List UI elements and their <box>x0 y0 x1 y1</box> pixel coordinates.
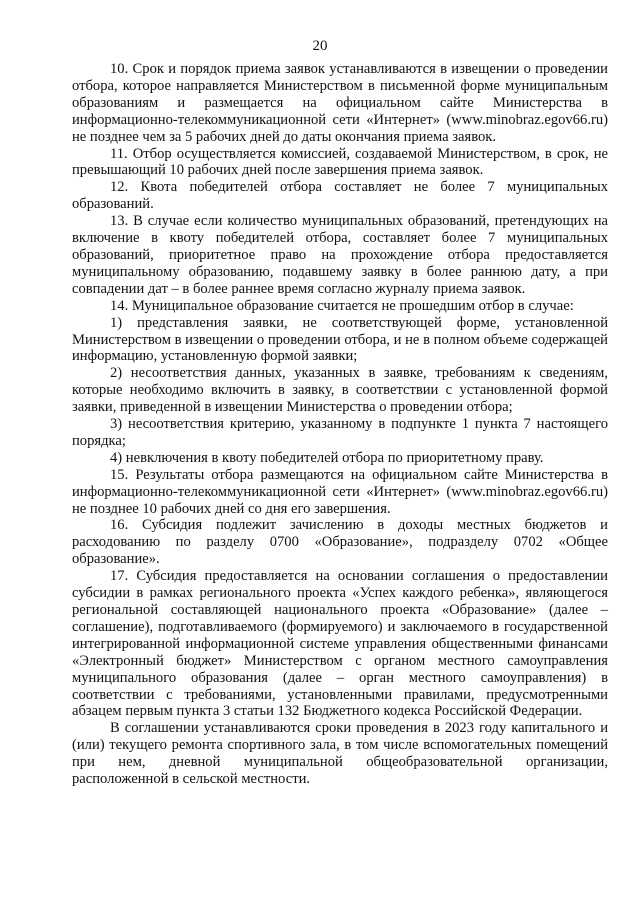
paragraph-11: 11. Отбор осуществляется комиссией, создаваемой Министерством, в срок, не превышающий 10 рабочих дней после завершения приема заявок. <box>72 145 608 179</box>
paragraph-12: 12. Квота победителей отбора составляет не более 7 муниципальных образований. <box>72 179 608 213</box>
paragraph-16: 16. Субсидия подлежит зачислению в доходы местных бюджетов и расходованию по разделу 0700 «Образование», подразделу 0702 «Общее образование». <box>72 517 608 568</box>
paragraph-14: 14. Муниципальное образование считается не прошедшим отбор в случае: <box>110 297 574 314</box>
list-item-2: 2) несоответствия данных, указанных в заявке, требованиям к сведениям, которые необходимо включить в заявку, в соответствии с установленной формой заявки, приведенной в извещении Министерства о проведении отбора; <box>72 365 608 416</box>
paragraph-13: 13. В случае если количество муниципальных образований, претендующих на включение в квоту победителей отбора, составляет более 7 муниципальных образований, приоритетное право на прохождение отбора предоставляется муниципальному образованию, подавшему заявку в более раннюю дату, а при совпадении дат – в более раннее время согласно журналу приема заявок. <box>72 213 608 297</box>
paragraph-17: 17. Субсидия предоставляется на основании соглашения о предоставлении субсидии в рамках регионального проекта «Успех каждого ребенка», являющегося региональной составляющей национального проекта «Образование» (далее – соглашение), подготавливаемого (формируемого) и заключаемого в государственной интегрированной информационной системе управления общественными финансами «Электронный бюджет» Министерством с органом местного самоуправления муниципального образования (далее – орган местного самоуправления) в соответствии с требованиями, установленными правилами, предусмотренными абзацем первым пункта 3 статьи 132 Бюджетного кодекса Российской Федерации. <box>72 568 608 720</box>
list-item-4: 4) невключения в квоту победителей отбора по приоритетному праву. <box>110 449 544 466</box>
paragraph-15: 15. Результаты отбора размещаются на официальном сайте Министерства в информационно-телекоммуникационной сети «Интернет» (www.minobraz.egov66.ru) не позднее 10 рабочих дней со дня его завершения. <box>72 466 608 517</box>
paragraph-agreement-terms: В соглашении устанавливаются сроки проведения в 2023 году капитального и (или) текущего ремонта спортивного зала, в том числе вспомогательных помещений при нем, дневной муниципальной общеобразовательной организации, расположенной в сельской местности. <box>72 720 608 788</box>
list-item-3: 3) несоответствия критерию, указанному в подпункте 1 пункта 7 настоящего порядка; <box>72 416 608 449</box>
document-body <box>72 61 608 788</box>
list-item-1: 1) представления заявки, не соответствующей форме, установленной Министерством в извещении о проведении отбора, и не в полном объеме содержащей информацию, установленную формой заявки; <box>72 314 608 365</box>
paragraph-10: 10. Срок и порядок приема заявок устанавливаются в извещении о проведении отбора, которое направляется Министерством в письменной форме муниципальным образованиям и размещается на официальном сайте Министерства в информационно-телекоммуникационной сети «Интернет» (www.minobraz.egov66.ru) не позднее чем за 5 рабочих дней до даты окончания приема заявок. <box>72 61 608 145</box>
page-number: 20 <box>312 38 328 54</box>
